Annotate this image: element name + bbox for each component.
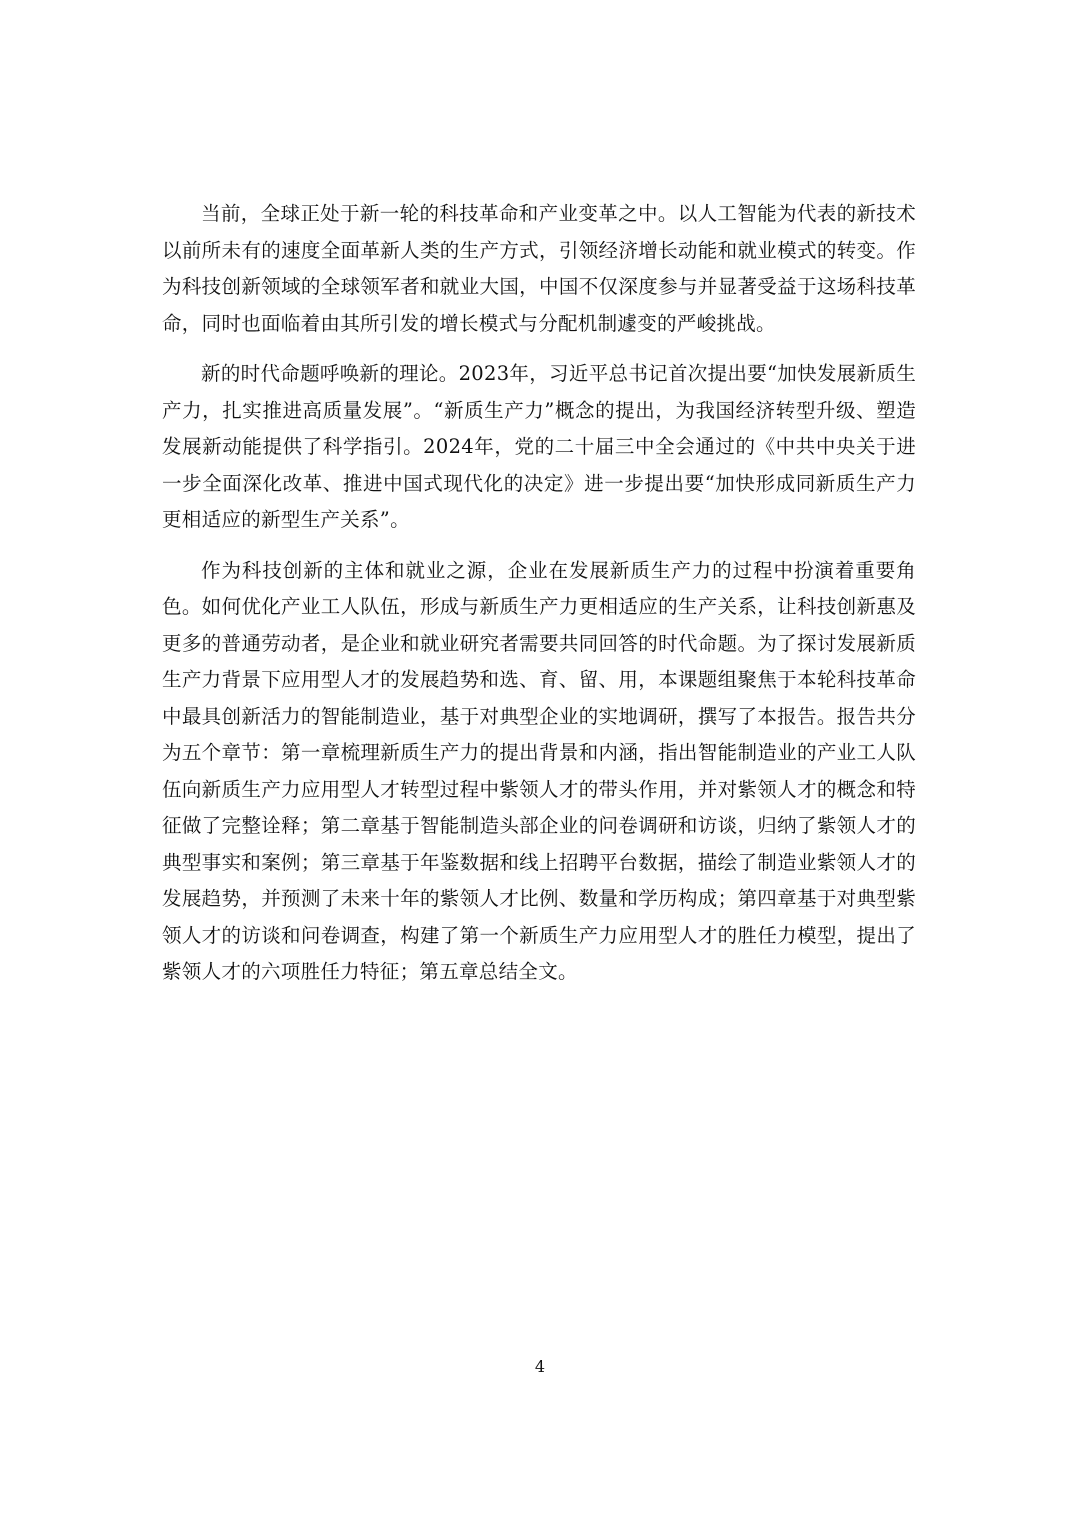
paragraph-2: 新的时代命题呼唤新的理论。2023年，习近平总书记首次提出要“加快发展新质生产力，扎实推进高质量发展”。“新质生产力”概念的提出，为我国经济转型升级、塑造发展新动能提供了科学指引。2024年，党的二十届三中全会通过的《中共中央关于进一步全面深化改革、推进中国式现代化的决定》进一步提出要“加快形成同新质生产力更相适应的新型生产关系”。	[162, 362, 916, 531]
paragraph-1: 当前，全球正处于新一轮的科技革命和产业变革之中。以人工智能为代表的新技术以前所未有的速度全面革新人类的生产方式，引领经济增长动能和就业模式的转变。作为科技创新领域的全球领军者和就业大国，中国不仅深度参与并显著受益于这场科技革命，同时也面临着由其所引发的增长模式与分配机制遽变的严峻挑战。	[162, 202, 916, 335]
page-number: 4	[534, 1357, 546, 1376]
paragraph-3: 作为科技创新的主体和就业之源，企业在发展新质生产力的过程中扮演着重要角色。如何优化产业工人队伍，形成与新质生产力更相适应的生产关系，让科技创新惠及更多的普通劳动者，是企业和就业研究者需要共同回答的时代命题。为了探讨发展新质生产力背景下应用型人才的发展趋势和选、育、留、用，本课题组聚焦于本轮科技革命中最具创新活力的智能制造业，基于对典型企业的实地调研，撰写了本报告。报告共分为五个章节：第一章梳理新质生产力的提出背景和内涵，指出智能制造业的产业工人队伍向新质生产力应用型人才转型过程中紫领人才的带头作用，并对紫领人才的概念和特征做了完整诠释；第二章基于智能制造头部企业的问卷调研和访谈，归纳了紫领人才的典型事实和案例；第三章基于年鉴数据和线上招聘平台数据，描绘了制造业紫领人才的发展趋势，并预测了未来十年的紫领人才比例、数量和学历构成；第四章基于对典型紫领人才的访谈和问卷调查，构建了第一个新质生产力应用型人才的胜任力模型，提出了紫领人才的六项胜任力特征；第五章总结全文。	[162, 558, 916, 983]
document-body	[162, 196, 916, 1005]
